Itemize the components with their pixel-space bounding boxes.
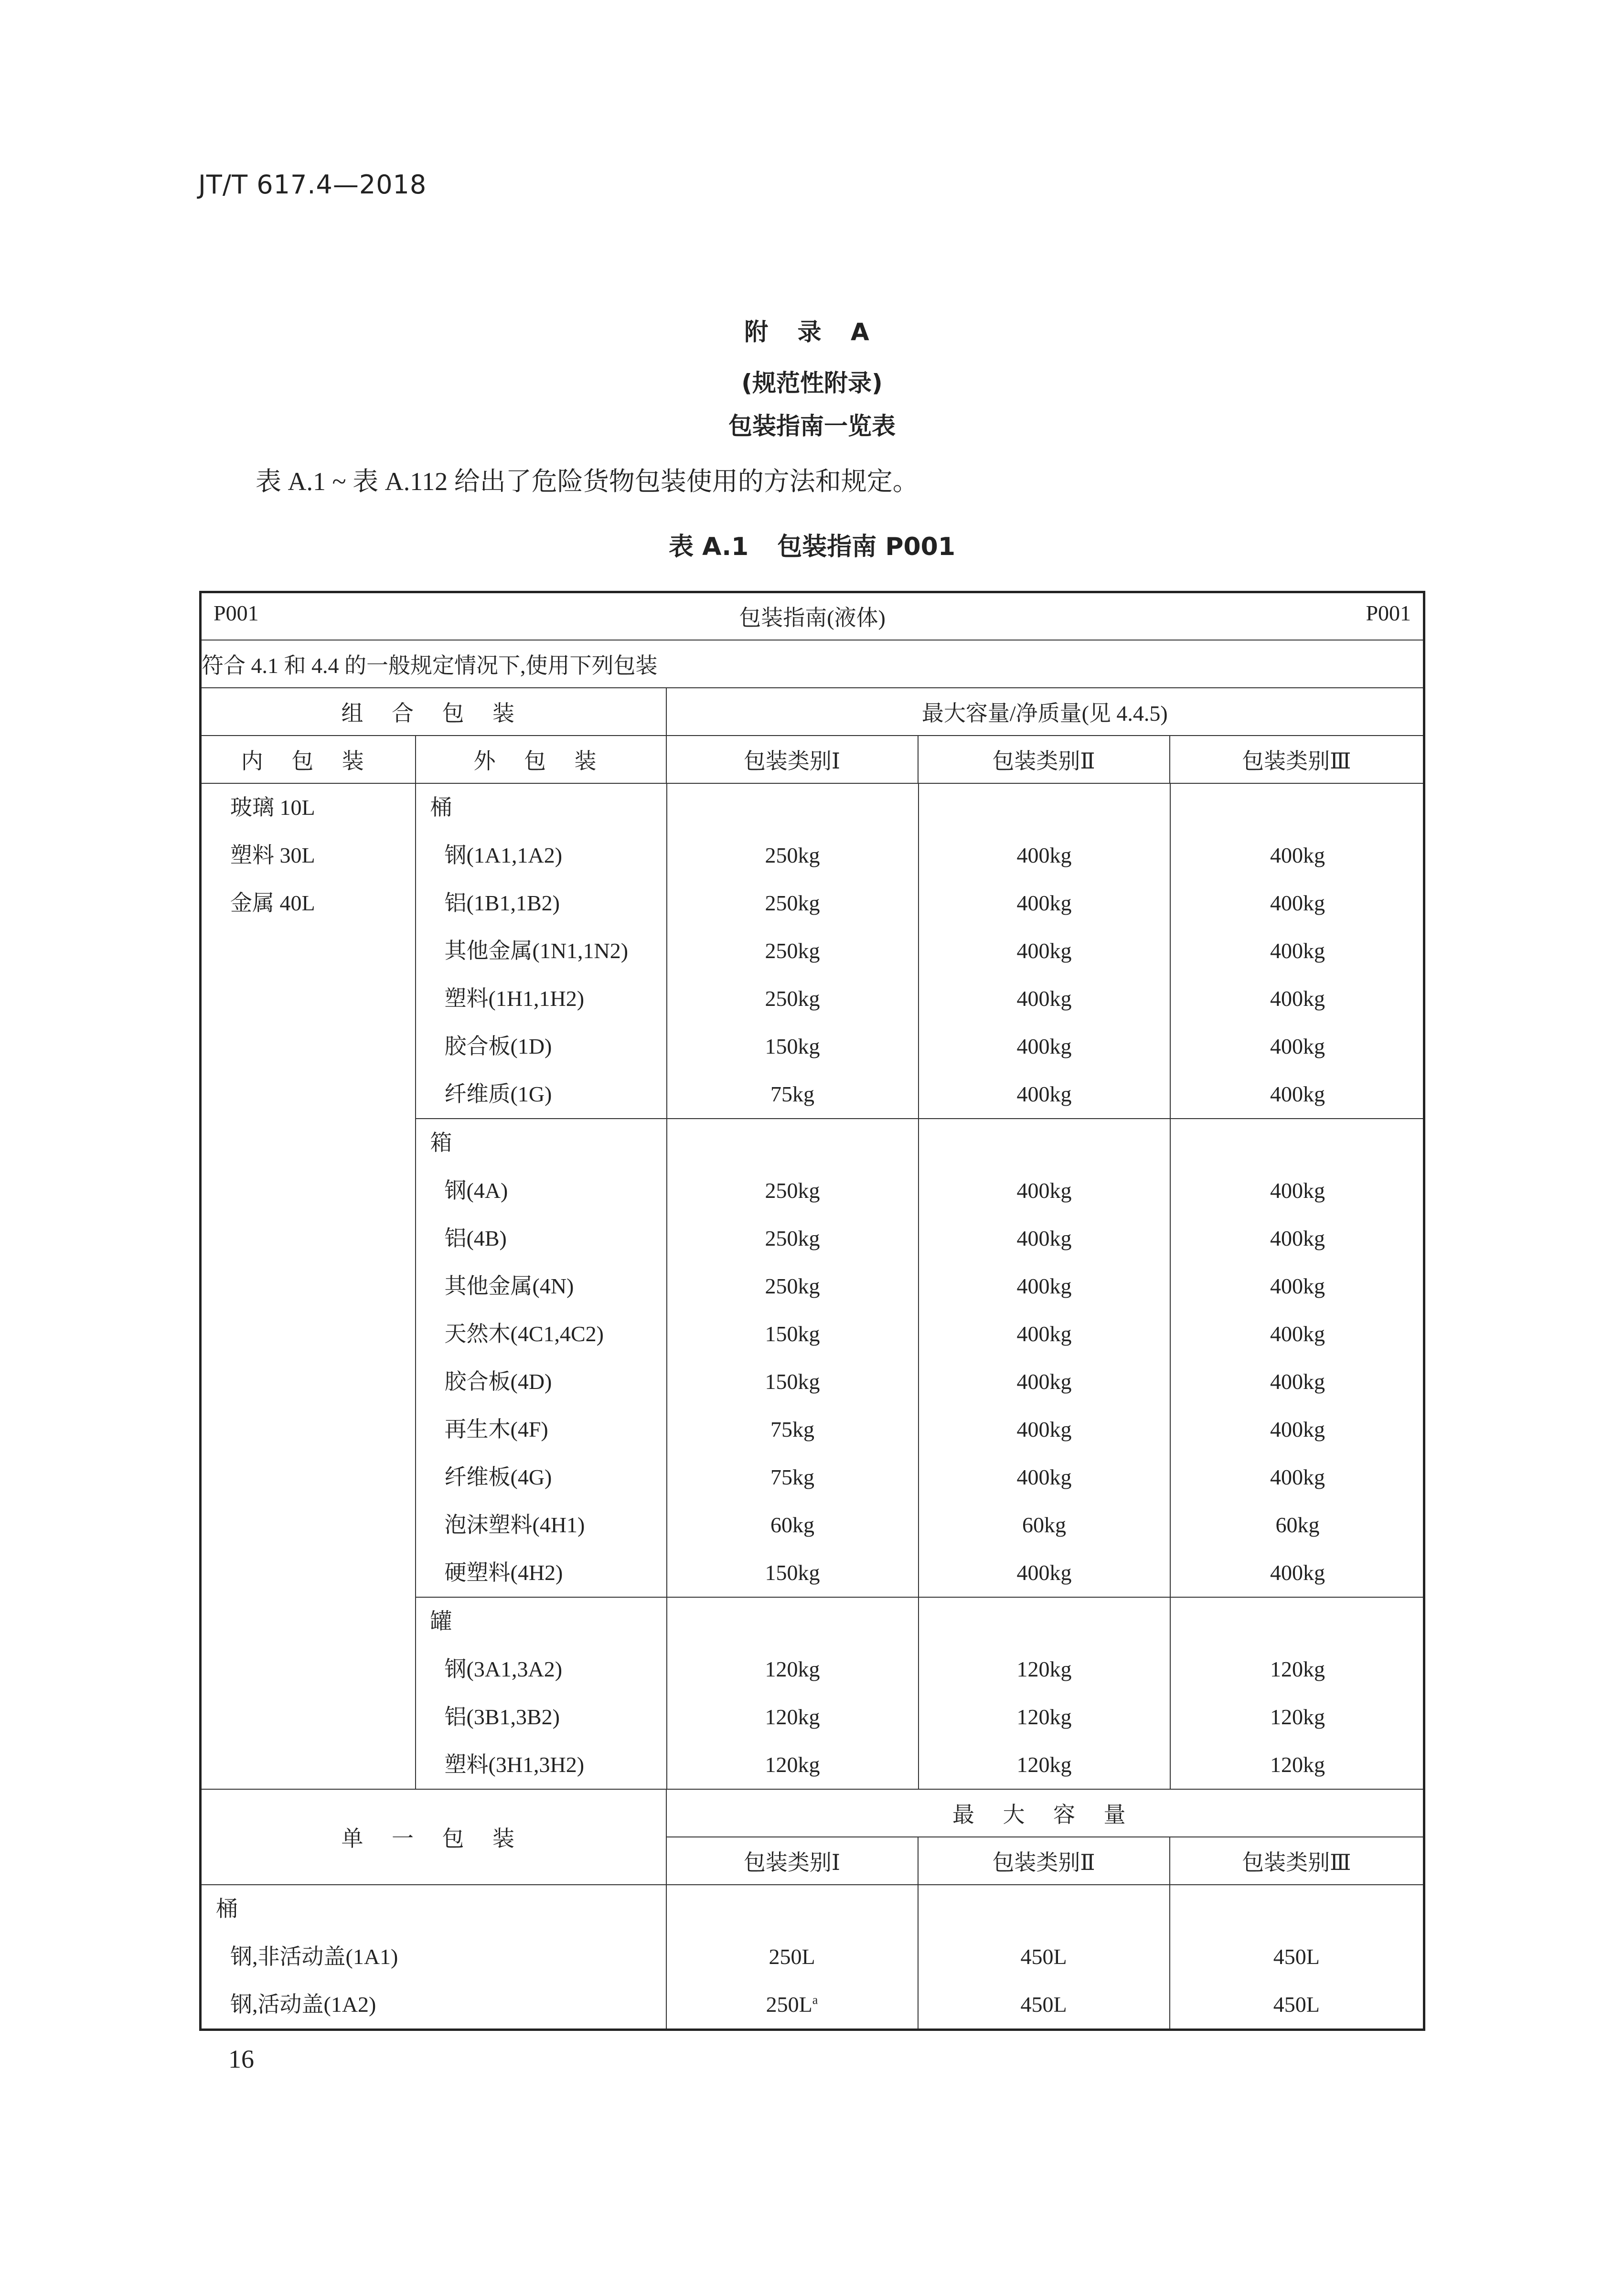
pg2-value: 400kg: [1016, 938, 1072, 963]
appendix-type: (规范性附录): [741, 369, 883, 397]
pg3-value: 400kg: [1270, 1321, 1325, 1346]
table-caption: [0, 526, 1624, 562]
pg2-value: 400kg: [1016, 890, 1072, 915]
outer-group-jerricans: [416, 1597, 1425, 1789]
outer-group-name: 箱: [430, 1130, 452, 1155]
pg2-value: 400kg: [1016, 843, 1072, 867]
pg3-value: 400kg: [1270, 938, 1325, 963]
single-packing-group-1-header: 包装类别Ⅰ: [666, 1837, 918, 1885]
pg1-value: 150kg: [765, 1321, 820, 1346]
pg3-value: 400kg: [1270, 1081, 1325, 1106]
inner-item: 塑料 30L: [230, 843, 315, 867]
pg2-value: 400kg: [1016, 1321, 1072, 1346]
outer-item-label: 纤维质(1G): [444, 1081, 552, 1106]
max-capacity-header: 最 大 容 量: [666, 1789, 1424, 1837]
header-row-1: [201, 688, 1424, 736]
max-capacity-net-header: 最大容量/净质量(见 4.4.5): [666, 688, 1424, 736]
pg2-value: 120kg: [1016, 1704, 1072, 1729]
outer-group-name: 桶: [430, 795, 452, 820]
pg2-value: 400kg: [1016, 1081, 1072, 1106]
pg2-value: 400kg: [1016, 1178, 1072, 1203]
pg2-value: 450L: [1020, 1992, 1067, 2017]
pg3-value: 120kg: [1270, 1752, 1325, 1777]
single-packing-group-2-header: 包装类别Ⅱ: [918, 1837, 1170, 1885]
inner-packaging-header: 内 包 装: [201, 736, 416, 783]
pg2-value: 400kg: [1016, 986, 1072, 1011]
pg3-value: 450L: [1273, 1992, 1320, 2017]
pg3-value: 400kg: [1270, 1464, 1325, 1489]
pg3-value: 400kg: [1270, 1369, 1325, 1394]
single-header-row-1: [201, 1789, 1424, 1837]
single-packaging-header: 单 一 包 装: [201, 1789, 666, 1885]
outer-packaging-header: 外 包 装: [416, 736, 666, 783]
outer-item-label: 再生木(4F): [444, 1417, 548, 1441]
inner-packaging-list: [201, 783, 416, 1789]
pg2-value: 120kg: [1016, 1752, 1072, 1777]
pg1-value: 120kg: [765, 1704, 820, 1729]
header-row-2: [201, 736, 1424, 783]
pg1-value: 250L: [766, 1992, 812, 2017]
packing-group-1-header: 包装类别Ⅰ: [666, 736, 918, 783]
pg2-value: 400kg: [1016, 1369, 1072, 1394]
outer-item-label: 硬塑料(4H2): [444, 1560, 563, 1585]
pg1-value: 250kg: [765, 938, 820, 963]
appendix-title: 附 录 A: [744, 318, 880, 346]
pg2-value: 120kg: [1016, 1656, 1072, 1681]
pg1-value: 150kg: [765, 1034, 820, 1058]
pg3-value: 400kg: [1270, 1273, 1325, 1298]
outer-group-drums: [416, 784, 1425, 1119]
pg2-value: 400kg: [1016, 1560, 1072, 1585]
outer-item-label: 钢(3A1,3A2): [444, 1656, 563, 1681]
outer-item-label: 泡沫塑料(4H1): [444, 1512, 585, 1537]
pg3-value: 120kg: [1270, 1656, 1325, 1681]
outer-item-label: 铝(4B): [444, 1226, 507, 1250]
single-item-label: 钢,活动盖(1A2): [230, 1992, 376, 2017]
pg1-value: 250kg: [765, 986, 820, 1011]
outer-item-label: 钢(4A): [444, 1178, 508, 1203]
pg3-value: 400kg: [1270, 986, 1325, 1011]
combination-body-row: [201, 783, 1424, 1789]
pg1-value: 120kg: [765, 1752, 820, 1777]
combination-packaging-header: 组 合 包 装: [201, 688, 666, 736]
pg2-value: 60kg: [1022, 1512, 1066, 1537]
outer-item-label: 铝(3B1,3B2): [444, 1704, 560, 1729]
pg3-value: 400kg: [1270, 1417, 1325, 1441]
pg2-value: 400kg: [1016, 1273, 1072, 1298]
outer-item-label: 铝(1B1,1B2): [444, 890, 560, 915]
page-number: 16: [228, 2045, 254, 2073]
pg3-value: 400kg: [1270, 843, 1325, 867]
footnote-marker: a: [812, 1993, 818, 2007]
outer-item-label: 纤维板(4G): [444, 1464, 552, 1489]
pg2-value: 400kg: [1016, 1464, 1072, 1489]
pg2-value: 450L: [1020, 1944, 1067, 1969]
inner-item: 玻璃 10L: [230, 795, 315, 820]
single-item-label: 钢,非活动盖(1A1): [230, 1944, 398, 1969]
outer-item-label: 天然木(4C1,4C2): [444, 1321, 604, 1346]
pg3-value: 450L: [1273, 1944, 1320, 1969]
pg3-value: 400kg: [1270, 890, 1325, 915]
instruction-title: 包装指南(液体): [739, 606, 886, 630]
packing-group-2-header: 包装类别Ⅱ: [918, 736, 1170, 783]
pg3-value: 400kg: [1270, 1034, 1325, 1058]
pg2-value: 400kg: [1016, 1034, 1072, 1058]
pg1-value: 250L: [769, 1944, 815, 1969]
outer-item-label: 塑料(1H1,1H2): [444, 986, 585, 1011]
pg3-value: 60kg: [1275, 1512, 1320, 1537]
document-code: JT/T 617.4—2018: [198, 170, 427, 200]
instruction-code-right: P001: [1366, 601, 1411, 626]
appendix-name: 包装指南一览表: [728, 412, 896, 440]
pg2-value: 400kg: [1016, 1226, 1072, 1250]
pg1-value: 75kg: [770, 1081, 814, 1106]
general-rule-row: [201, 640, 1424, 688]
pg3-value: 120kg: [1270, 1704, 1325, 1729]
instruction-code-left: P001: [214, 601, 259, 626]
outer-group-boxes: [416, 1119, 1425, 1597]
table-title-row: [201, 592, 1424, 640]
pg1-value: 250kg: [765, 1178, 820, 1203]
table-caption-number: 表 A.1: [668, 533, 749, 561]
packing-group-3-header: 包装类别Ⅲ: [1170, 736, 1424, 783]
pg1-value: 250kg: [765, 843, 820, 867]
intro-paragraph: 表 A.1 ~ 表 A.112 给出了危险货物包装使用的方法和规定。: [256, 467, 919, 496]
pg1-value: 250kg: [765, 1226, 820, 1250]
table-caption-title: 包装指南 P001: [777, 533, 955, 561]
pg1-value: 120kg: [765, 1656, 820, 1681]
outer-item-label: 钢(1A1,1A2): [444, 843, 563, 867]
single-packing-group-3-header: 包装类别Ⅲ: [1170, 1837, 1424, 1885]
outer-item-label: 其他金属(1N1,1N2): [444, 938, 629, 963]
packing-instruction-table: [199, 591, 1425, 2031]
outer-item-label: 胶合板(4D): [444, 1369, 552, 1394]
outer-item-label: 塑料(3H1,3H2): [444, 1752, 585, 1777]
pg3-value: 400kg: [1270, 1178, 1325, 1203]
single-group-name: 桶: [216, 1896, 238, 1921]
pg1-value: 75kg: [770, 1417, 814, 1441]
pg1-value: 60kg: [770, 1512, 814, 1537]
pg3-value: 400kg: [1270, 1226, 1325, 1250]
pg2-value: 400kg: [1016, 1417, 1072, 1441]
outer-group-name: 罐: [430, 1609, 452, 1633]
single-body-row: [201, 1885, 1424, 2030]
pg1-value: 150kg: [765, 1369, 820, 1394]
inner-item: 金属 40L: [230, 890, 315, 915]
outer-item-label: 胶合板(1D): [444, 1034, 552, 1058]
pg1-value: 250kg: [765, 1273, 820, 1298]
pg1-value: 150kg: [765, 1560, 820, 1585]
general-rule: 符合 4.1 和 4.4 的一般规定情况下,使用下列包装: [201, 640, 1424, 688]
pg1-value: 75kg: [770, 1464, 814, 1489]
pg1-value: 250kg: [765, 890, 820, 915]
pg3-value: 400kg: [1270, 1560, 1325, 1585]
outer-item-label: 其他金属(4N): [444, 1273, 574, 1298]
